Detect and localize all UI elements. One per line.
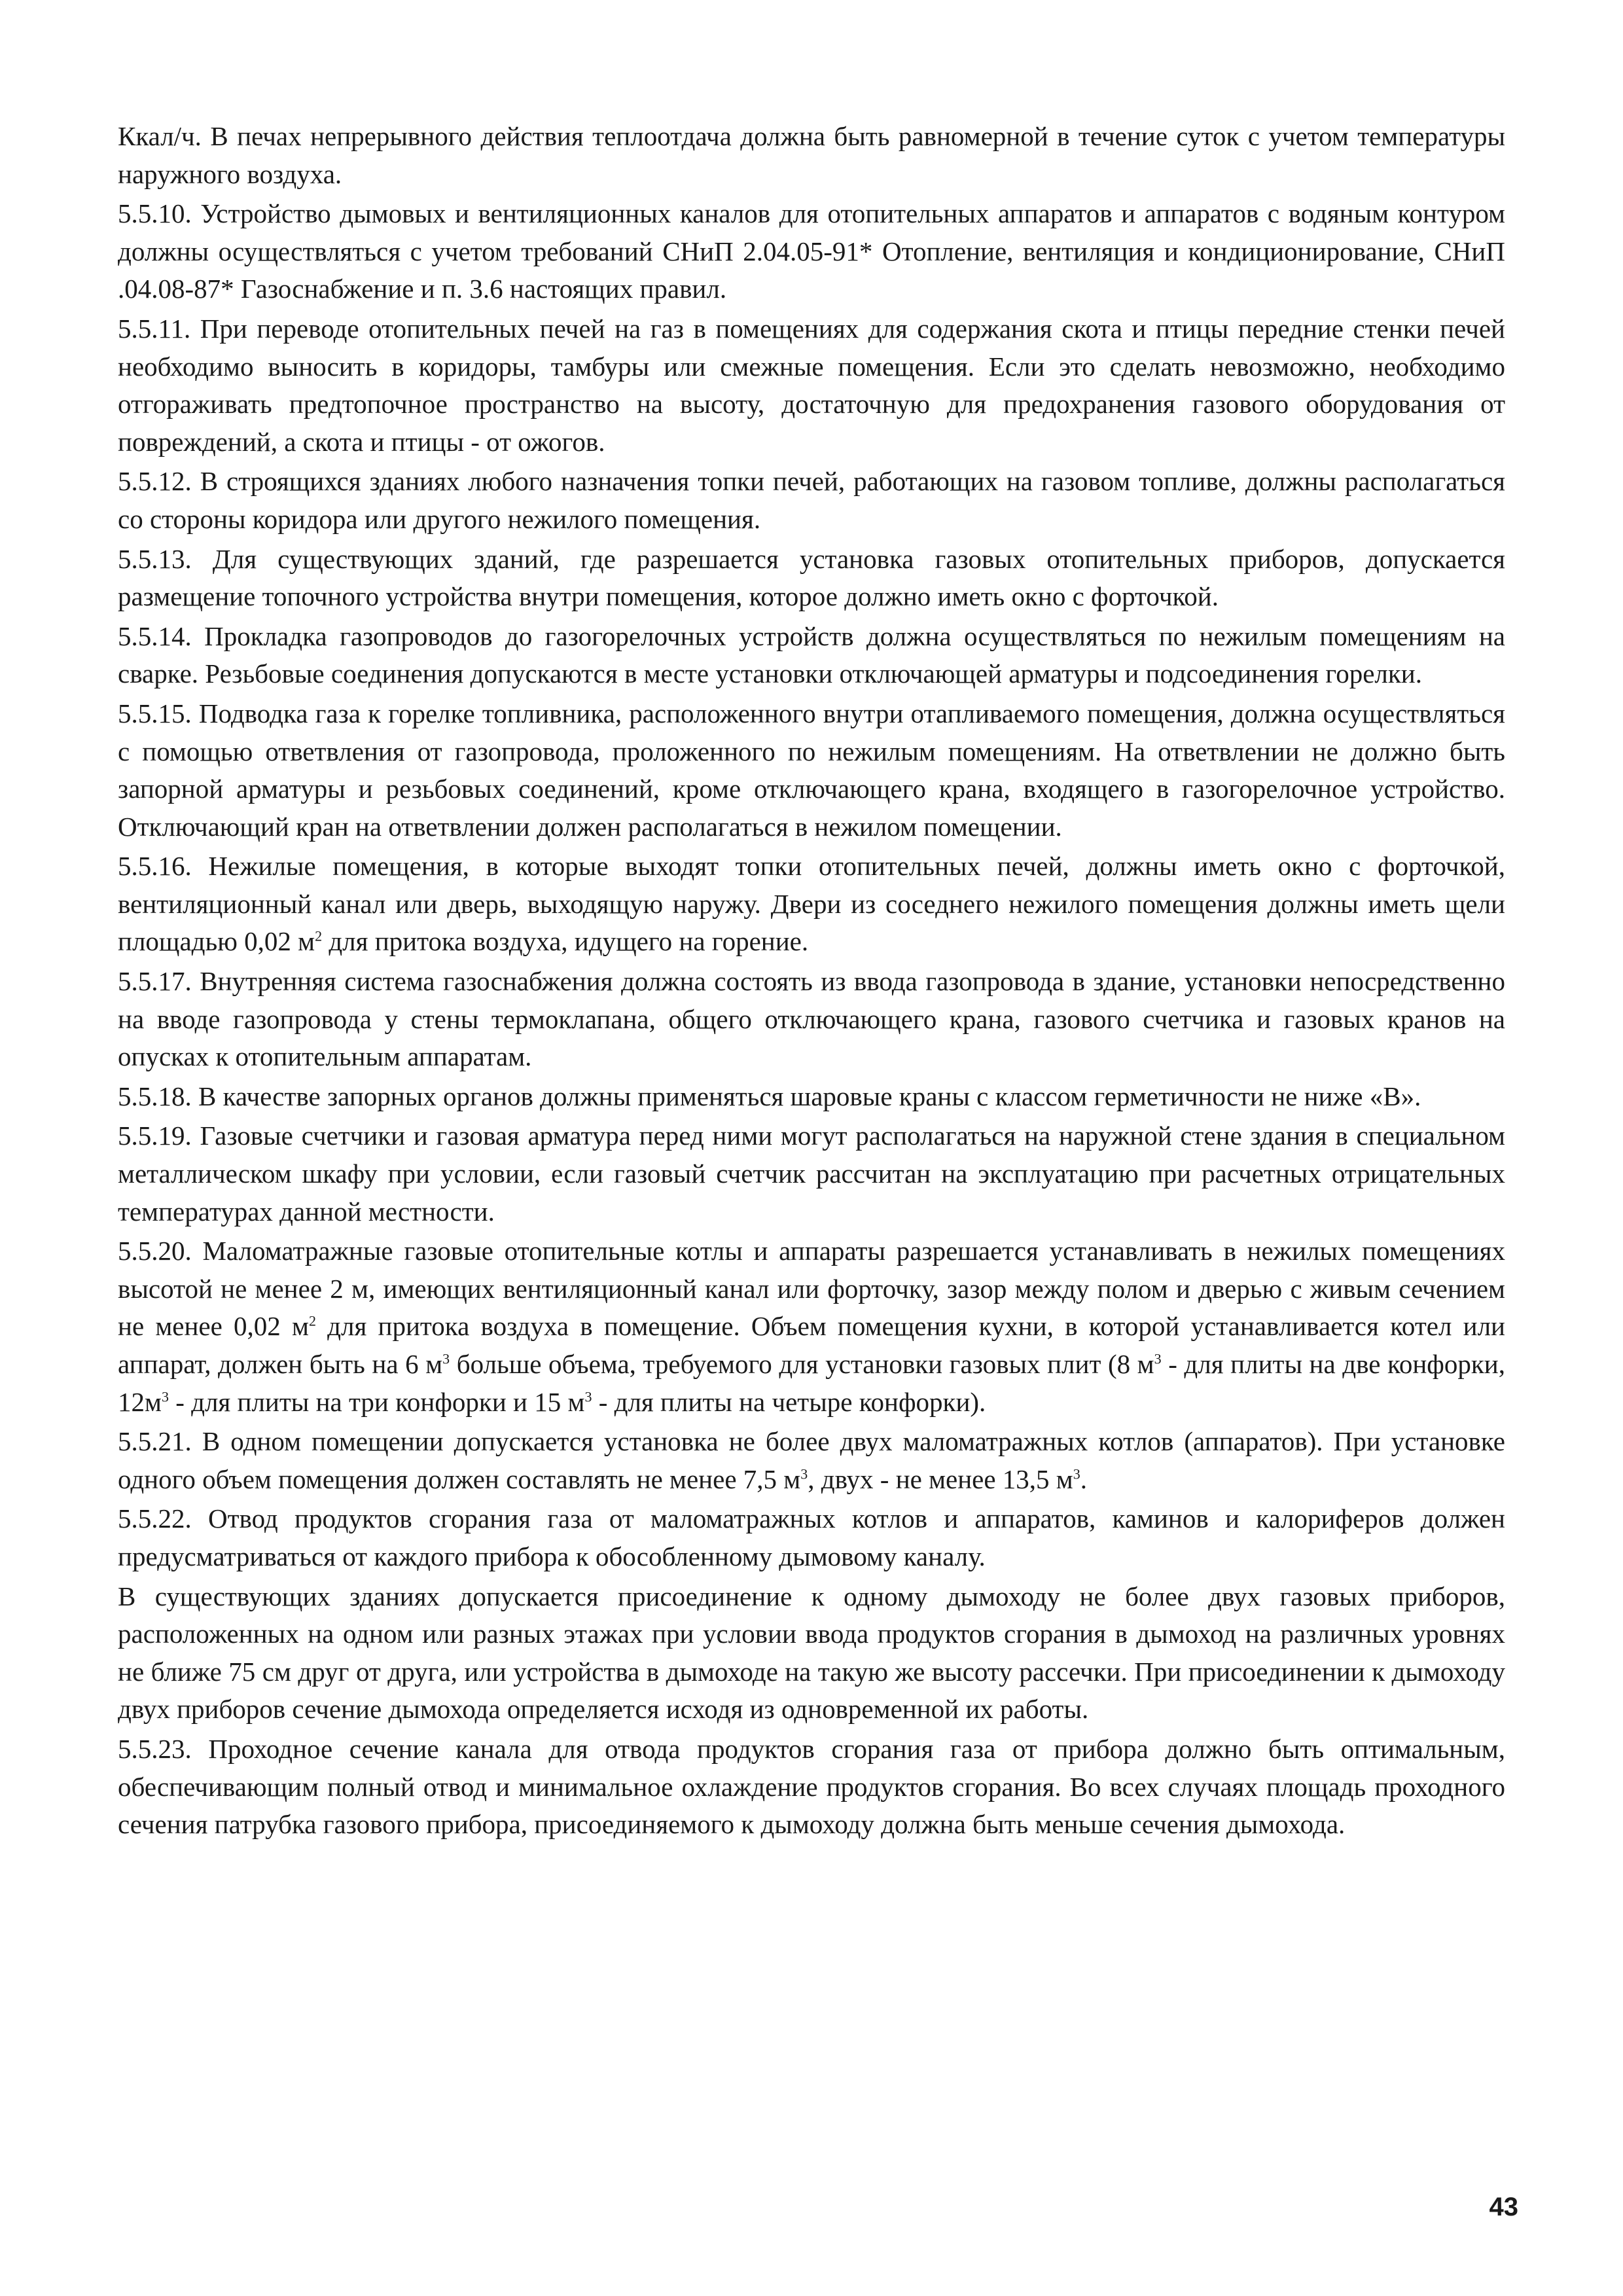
- paragraph-5-5-21: [118, 1423, 1505, 1498]
- superscript-cube: 3: [800, 1465, 808, 1482]
- paragraph-5-5-22: 5.5.22. Отвод продуктов сгорания газа от маломатражных котлов и аппаратов, каминов и калориферов должен предусматриваться от каждого прибора к обособленному дымовому каналу.: [118, 1503, 1505, 1571]
- paragraph-5-5-11: 5.5.11. При переводе отопительных печей на газ в помещениях для содержания скота и птицы передние стенки печей необходимо выносить в коридоры, тамбуры или смежные помещения. Если это сделать невозможно, необходимо отгораживать предтопочное пространство на высоту, достаточную для предохранения газового оборудования от повреждений, а скота и птицы - от ожогов.: [118, 313, 1505, 457]
- paragraph-5-5-13: 5.5.13. Для существующих зданий, где разрешается установка газовых отопительных приборов, допускается размещение топочного устройства внутри помещения, которое должно иметь окно с форточкой.: [118, 543, 1505, 612]
- paragraph-5-5-20-part-d: - для плиты на две конфорки, 12м: [118, 1349, 1505, 1417]
- paragraph-5-5-16-part-b: для притока воздуха, идущего на горение.: [322, 926, 809, 957]
- paragraph-5-5-20-part-b: для притока воздуха в помещение. Объем помещения кухни, в которой устанавливается котел или аппарат, должен быть на 6 м: [118, 1311, 1505, 1379]
- paragraph-5-5-16-part-a: 5.5.16. Нежилые помещения, в которые выходят топки отопительных печей, должны иметь окно с форточкой, вентиляционный канал или дверь, выходящую наружу. Двери из соседнего нежилого помещения должны иметь щели площадью 0,02 м: [118, 851, 1505, 957]
- superscript-cube: 3: [584, 1388, 592, 1405]
- paragraph-5-5-21-part-b: , двух - не менее 13,5 м: [808, 1463, 1073, 1494]
- superscript-cube: 3: [1154, 1350, 1162, 1367]
- superscript-cube: 3: [1073, 1465, 1080, 1482]
- paragraph-5-5-18: 5.5.18. В качестве запорных органов должны применяться шаровые краны с классом герметичности не ниже «В».: [118, 1081, 1421, 1111]
- paragraph-5-5-20-part-f: - для плиты на четыре конфорки).: [592, 1386, 986, 1417]
- paragraph-5-5-17: 5.5.17. Внутренняя система газоснабжения должна состоять из ввода газопровода в здание, установки непосредственно на вводе газопровода у стены термоклапана, общего отключающего крана, газового счетчика и газовых кранов на опусках к отопительным аппаратам.: [118, 966, 1505, 1072]
- paragraph-5-5-10: 5.5.10. Устройство дымовых и вентиляционных каналов для отопительных аппаратов и аппаратов с водяным контуром должны осуществляться с учетом требований СНиП 2.04.05-91* Отопление, вентиляция и кондиционирование, СНиП .04.08-87* Газоснабжение и п. 3.6 настоящих правил.: [118, 198, 1505, 304]
- page-number: 43: [1489, 2193, 1518, 2221]
- paragraph-5-5-20: [118, 1232, 1505, 1421]
- superscript-cube: 3: [442, 1350, 450, 1367]
- superscript-square: 2: [315, 927, 323, 944]
- paragraph-5-5-21-part-a: 5.5.21. В одном помещении допускается установка не более двух маломатражных котлов (аппаратов). При установке одного объем помещения должен составлять не менее 7,5 м: [118, 1426, 1505, 1494]
- paragraph-5-5-23: 5.5.23. Проходное сечение канала для отвода продуктов сгорания газа от прибора должно быть оптимальным, обеспечивающим полный отвод и минимальное охлаждение продуктов сгорания. Во всех случаях площадь проходного сечения патрубка газового прибора, присоединяемого к дымоходу должна быть меньше сечения дымохода.: [118, 1733, 1505, 1840]
- paragraph-5-5-16: [118, 848, 1505, 961]
- paragraph-5-5-14: 5.5.14. Прокладка газопроводов до газогорелочных устройств должна осуществляться по нежилым помещениям на сварке. Резьбовые соединения допускаются в месте установки отключающей арматуры и подсоединения горелки.: [118, 620, 1505, 689]
- document-body: [118, 118, 1505, 1846]
- superscript-square: 2: [308, 1312, 316, 1329]
- paragraph-5-5-20-part-c: больше объема, требуемого для установки газовых плит (8 м: [450, 1349, 1154, 1379]
- paragraph-5-5-19: 5.5.19. Газовые счетчики и газовая арматура перед ними могут располагаться на наружной стене здания в специальном металлическом шкафу при условии, если газовый счетчик рассчитан на эксплуатацию при расчетных отрицательных температурах данной местности.: [118, 1121, 1505, 1227]
- paragraph-5-5-22-continuation: В существующих зданиях допускается присоединение к одному дымоходу не более двух газовых приборов, расположенных на одном или разных этажах при условии ввода продуктов сгорания в дымоход на различных уровнях не ближе 75 см друг от друга, или устройства в дымоходе на такую же высоту рассечки. При присоединении к дымоходу двух приборов сечение дымохода определяется исходя из одновременной их работы.: [118, 1581, 1505, 1725]
- superscript-cube: 3: [161, 1388, 169, 1405]
- paragraph-5-5-15: 5.5.15. Подводка газа к горелке топливника, расположенного внутри отапливаемого помещения, должна осуществляться с помощью ответвления от газопровода, проложенного по нежилым помещениям. На ответвлении не должно быть запорной арматуры и резьбовых соединений, кроме отключающего крана, входящего в газогорелочное устройство. Отключающий кран на ответвлении должен располагаться в нежилом помещении.: [118, 698, 1505, 842]
- paragraph-intro: Ккал/ч. В печах непрерывного действия теплоотдача должна быть равномерной в течение суток с учетом температуры наружного воздуха.: [118, 121, 1505, 189]
- paragraph-5-5-20-part-a: 5.5.20. Маломатражные газовые отопительные котлы и аппараты разрешается устанавливать в нежилых помещениях высотой не менее 2 м, имеющих вентиляционный канал или форточку, зазор между полом и дверью с живым сечением не менее 0,02 м: [118, 1236, 1505, 1342]
- paragraph-5-5-12: 5.5.12. В строящихся зданиях любого назначения топки печей, работающих на газовом топливе, должны располагаться со стороны коридора или другого нежилого помещения.: [118, 466, 1505, 534]
- paragraph-5-5-21-part-c: .: [1080, 1463, 1088, 1494]
- paragraph-5-5-20-part-e: - для плиты на три конфорки и 15 м: [168, 1386, 585, 1417]
